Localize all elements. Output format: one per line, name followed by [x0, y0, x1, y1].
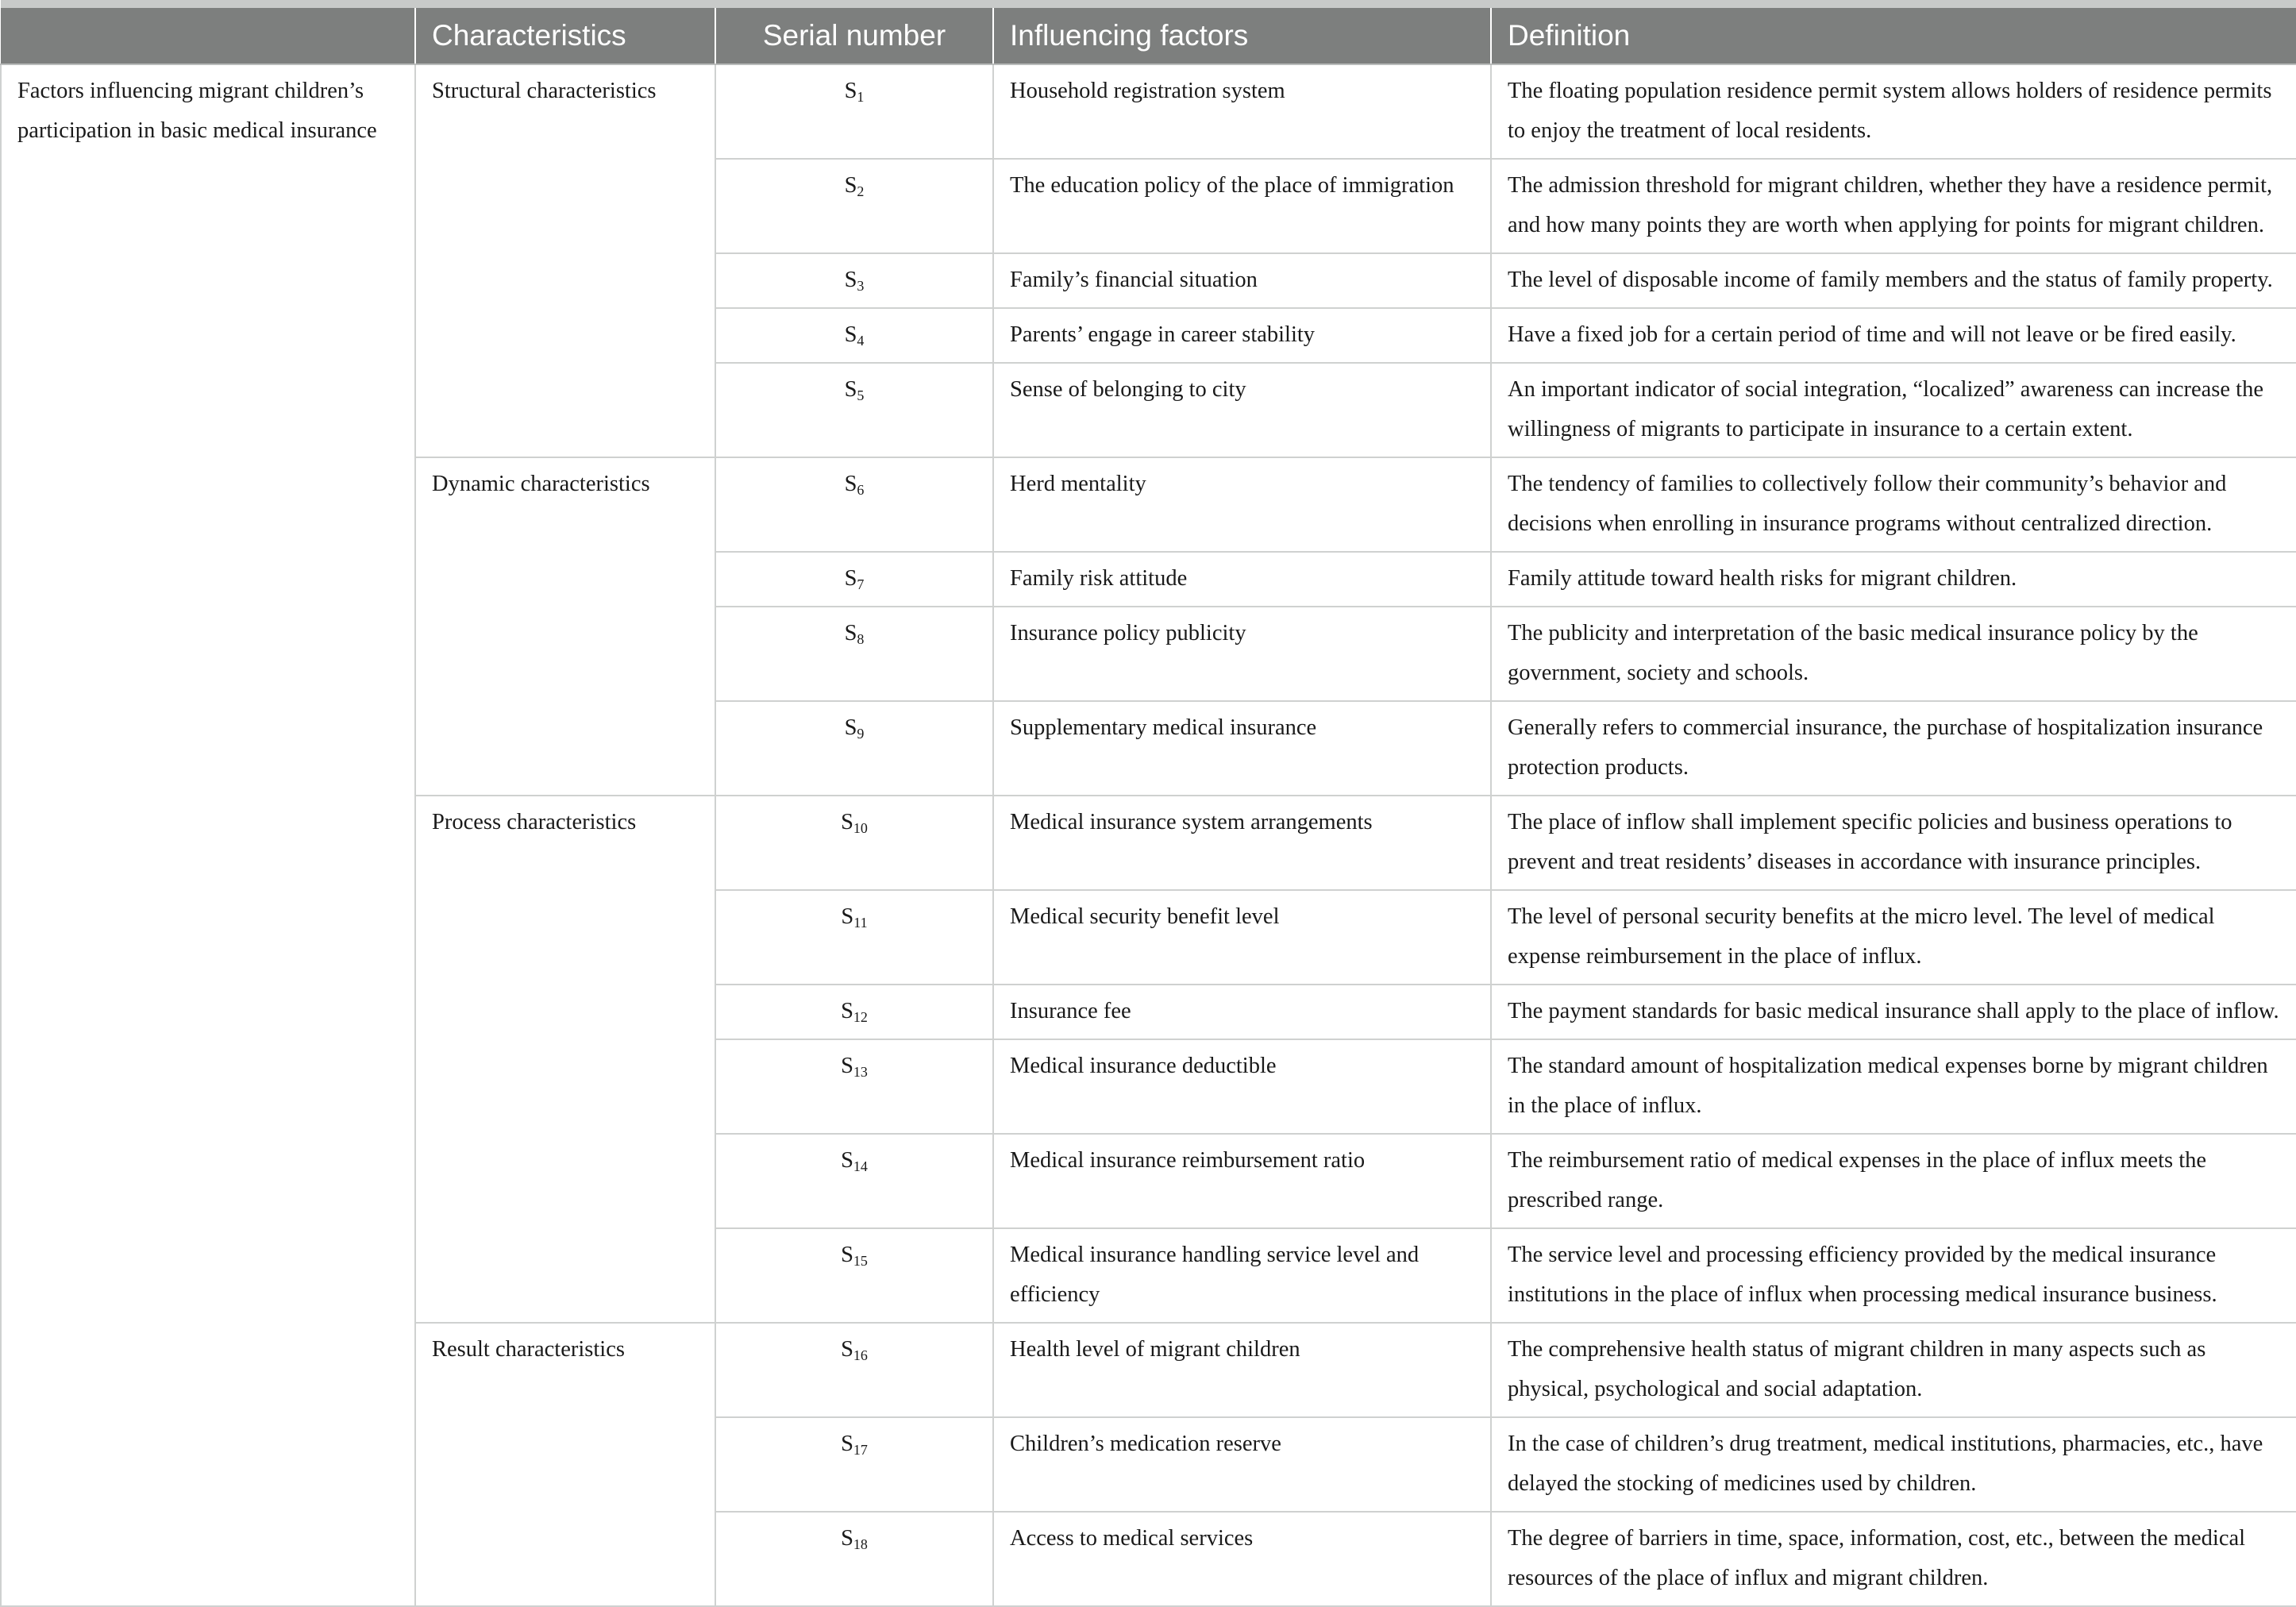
- definition: In the case of children’s drug treatment, medical institutions, pharmacies, etc., have delayed the stocking of medicines used by children.: [1491, 1417, 2296, 1512]
- serial-number: $S_1$: [715, 64, 993, 159]
- serial-number: $S_{11}$: [715, 890, 993, 985]
- header-definition: Definition: [1491, 4, 2296, 64]
- definition: The place of inflow shall implement specific policies and business operations to prevent and treat residents’ diseases in accordance with insurance principles.: [1491, 796, 2296, 890]
- serial-number: $S_8$: [715, 607, 993, 701]
- definition: The floating population residence permit system allows holders of residence permits to enjoy the treatment of local residents.: [1491, 64, 2296, 159]
- influencing-factor: Access to medical services: [993, 1512, 1491, 1606]
- characteristic-process: Process characteristics: [415, 796, 715, 1323]
- header-blank: [1, 4, 415, 64]
- serial-number: $S_6$: [715, 457, 993, 552]
- serial-number: $S_{18}$: [715, 1512, 993, 1606]
- definition: Generally refers to commercial insurance, the purchase of hospitalization insurance protection products.: [1491, 701, 2296, 796]
- influencing-factor: Medical insurance reimbursement ratio: [993, 1134, 1491, 1228]
- serial-number: $S_4$: [715, 308, 993, 363]
- influencing-factor: Herd mentality: [993, 457, 1491, 552]
- serial-number: $S_{16}$: [715, 1323, 993, 1417]
- influencing-factor: Sense of belonging to city: [993, 363, 1491, 457]
- influencing-factor: Insurance fee: [993, 985, 1491, 1039]
- influencing-factor: Household registration system: [993, 64, 1491, 159]
- definition: The tendency of families to collectively follow their community’s behavior and decisions when enrolling in insurance programs without centralized direction.: [1491, 457, 2296, 552]
- definition: An important indicator of social integration, “localized” awareness can increase the willingness of migrants to participate in insurance to a certain extent.: [1491, 363, 2296, 457]
- definition: The service level and processing efficiency provided by the medical insurance institutions in the place of influx when processing medical insurance business.: [1491, 1228, 2296, 1323]
- serial-number: $S_7$: [715, 552, 993, 607]
- influencing-factor: Supplementary medical insurance: [993, 701, 1491, 796]
- definition: Have a fixed job for a certain period of time and will not leave or be fired easily.: [1491, 308, 2296, 363]
- serial-number: $S_{15}$: [715, 1228, 993, 1323]
- influencing-factor: Children’s medication reserve: [993, 1417, 1491, 1512]
- influencing-factor: Insurance policy publicity: [993, 607, 1491, 701]
- serial-number: $S_2$: [715, 159, 993, 253]
- influencing-factor: Medical insurance handling service level and efficiency: [993, 1228, 1491, 1323]
- header-row: [1, 4, 2296, 64]
- serial-number: $S_5$: [715, 363, 993, 457]
- serial-number: $S_3$: [715, 253, 993, 308]
- serial-number: $S_{14}$: [715, 1134, 993, 1228]
- definition: The reimbursement ratio of medical expenses in the place of influx meets the prescribed range.: [1491, 1134, 2296, 1228]
- definition: The payment standards for basic medical insurance shall apply to the place of inflow.: [1491, 985, 2296, 1039]
- definition: Family attitude toward health risks for migrant children.: [1491, 552, 2296, 607]
- header-influencing-factors: Influencing factors: [993, 4, 1491, 64]
- influencing-factor: Family’s financial situation: [993, 253, 1491, 308]
- influencing-factor: Medical security benefit level: [993, 890, 1491, 985]
- influencing-factor: Family risk attitude: [993, 552, 1491, 607]
- definition: The level of personal security benefits at the micro level. The level of medical expense reimbursement in the place of influx.: [1491, 890, 2296, 985]
- characteristic-result: Result characteristics: [415, 1323, 715, 1606]
- influencing-factor: Medical insurance system arrangements: [993, 796, 1491, 890]
- table-row: [1, 64, 2296, 159]
- group-label: Factors influencing migrant children’s participation in basic medical insurance: [1, 64, 415, 1606]
- definition: The comprehensive health status of migrant children in many aspects such as physical, psychological and social adaptation.: [1491, 1323, 2296, 1417]
- definition: The standard amount of hospitalization medical expenses borne by migrant children in the place of influx.: [1491, 1039, 2296, 1134]
- serial-number: $S_{12}$: [715, 985, 993, 1039]
- serial-number: $S_{10}$: [715, 796, 993, 890]
- influencing-factor: The education policy of the place of immigration: [993, 159, 1491, 253]
- definition: The publicity and interpretation of the basic medical insurance policy by the government, society and schools.: [1491, 607, 2296, 701]
- header-characteristics: Characteristics: [415, 4, 715, 64]
- definition: The admission threshold for migrant children, whether they have a residence permit, and how many points they are worth when applying for points for migrant children.: [1491, 159, 2296, 253]
- characteristic-dynamic: Dynamic characteristics: [415, 457, 715, 796]
- header-serial-number: Serial number: [715, 4, 993, 64]
- serial-number: $S_{13}$: [715, 1039, 993, 1134]
- influencing-factor: Health level of migrant children: [993, 1323, 1491, 1417]
- influencing-factor: Parents’ engage in career stability: [993, 308, 1491, 363]
- characteristic-structural: Structural characteristics: [415, 64, 715, 457]
- definition: The degree of barriers in time, space, information, cost, etc., between the medical resources of the place of influx and migrant children.: [1491, 1512, 2296, 1606]
- serial-number: $S_9$: [715, 701, 993, 796]
- serial-number: $S_{17}$: [715, 1417, 993, 1512]
- definition: The level of disposable income of family members and the status of family property.: [1491, 253, 2296, 308]
- influencing-factor: Medical insurance deductible: [993, 1039, 1491, 1134]
